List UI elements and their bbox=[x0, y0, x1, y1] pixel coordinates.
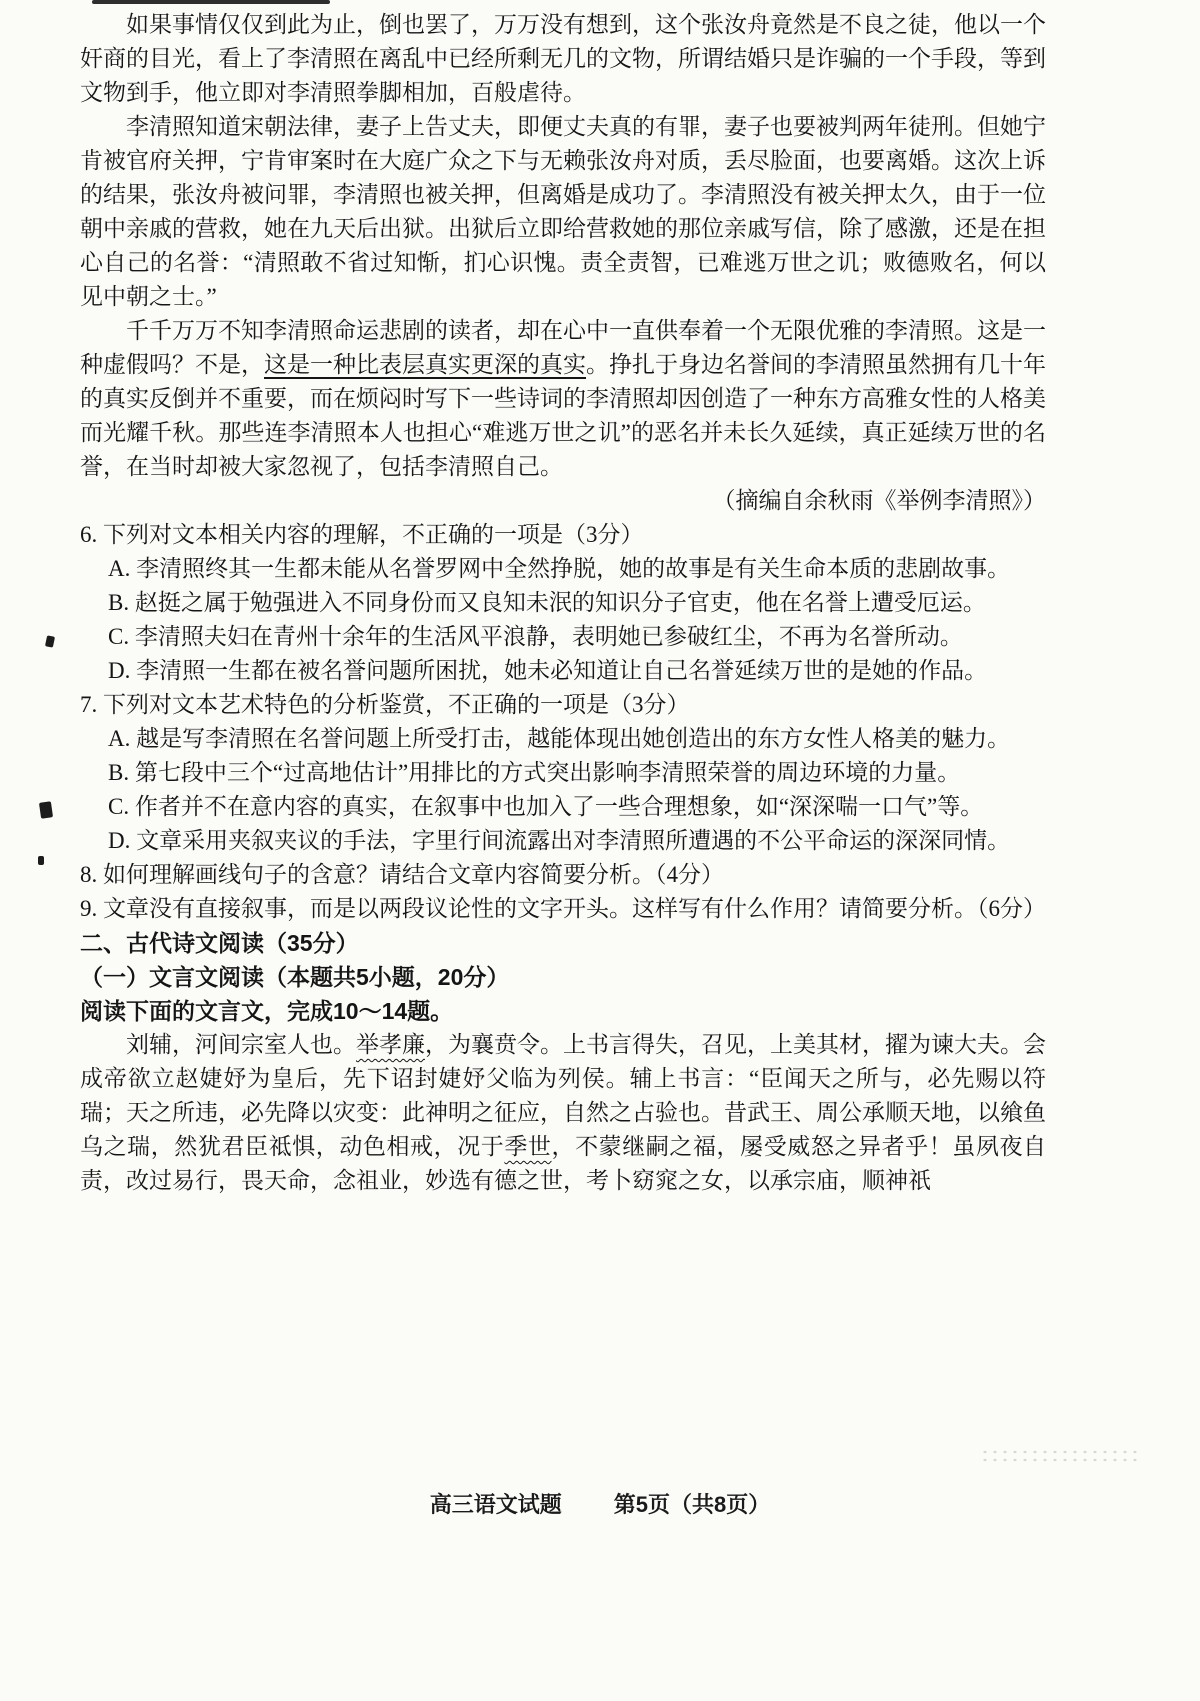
scan-artifact bbox=[39, 801, 53, 819]
question-7-stem: 7. 下列对文本艺术特色的分析鉴赏，不正确的一项是（3分） bbox=[80, 692, 690, 717]
text-segment: ，为襄贲令。上书言得失，召见，上美其材，擢为谏大夫。会成帝欲立赵婕妤为皇后，先下诏封婕妤父临为列侯。辅上书言：“臣闻天之所与，必先赐以符瑞；天之所违，必先降以灾变：此神明之征应，自然之占验也。昔武王、周公承顺天地，以飨鱼乌之瑞，然犹君臣祗惧，动色相戒，况于 bbox=[80, 1032, 1046, 1159]
underlined-text: 这是一种比表层真实更深的真实 bbox=[264, 352, 586, 377]
text-segment: 千千万万不知李清照命运悲剧的读者，却在心中一直供奉着一个无限优雅的李清照。这是一种虚假吗？不是， bbox=[80, 318, 1046, 377]
wavy-underlined-text: 举孝廉 bbox=[356, 1032, 425, 1057]
text-segment: ，不蒙继嗣之福，屡受威怒之异者乎！虽夙夜自责，改过易行，畏天命，念祖业，妙选有德之世，考卜窈窕之女，以承宗庙，顺神祇 bbox=[80, 1134, 1047, 1193]
wavy-underlined-text: 季世 bbox=[504, 1134, 552, 1159]
question-6-option-a: A. 李清照终其一生都未能从名誉罗网中全然挣脱，她的故事是有关生命本质的悲剧故事。 bbox=[108, 556, 1011, 581]
question-8: 8. 如何理解画线句子的含意？请结合文章内容简要分析。（4分） bbox=[80, 862, 724, 887]
question-9: 9. 文章没有直接叙事，而是以两段议论性的文字开头。这样写有什么作用？请简要分析。（6分） bbox=[80, 896, 1046, 921]
passage-paragraph-2: 李清照知道宋朝法律，妻子上告丈夫，即便丈夫真的有罪，妻子也要被判两年徒刑。但她宁肯被官府关押，宁肯审案时在大庭广众之下与无赖张汝舟对质，丢尽脸面，也要离婚。这次上诉的结果，张汝舟被问罪，李清照也被关押，但离婚是成功了。李清照没有被关押太久，由于一位朝中亲戚的营救，她在九天后出狱。出狱后立即给营救她的那位亲戚写信，除了感激，还是在担心自己的名誉：“清照敢不省过知惭，扪心识愧。责全责智，已难逃万世之讥；败德败名，何以见中朝之士。” bbox=[80, 114, 1046, 309]
question-7-option-c: C. 作者并不在意内容的真实，在叙事中也加入了一些合理想象，如“深深喘一口气”等。 bbox=[108, 794, 984, 819]
question-6-option-d: D. 李清照一生都在被名誉问题所困扰，她未必知道让自己名誉延续万世的是她的作品。 bbox=[108, 658, 988, 683]
text-segment: 。挣扎于身边名誉间的李清照虽然拥有几十年的真实反倒并不重要，而在烦闷时写下一些诗词的李清照却因创造了一种东方高雅女性的人格美而光耀千秋。那些连李清照本人也担心“难逃万世之讥”的恶名并未长久延续，真正延续万世的名誉，在当时却被大家忽视了，包括李清照自己。 bbox=[80, 352, 1046, 479]
passage-paragraph-3 bbox=[80, 314, 1046, 484]
text-segment: 刘辅，河间宗室人也。 bbox=[126, 1032, 356, 1057]
question-6-option-b: B. 赵挺之属于勉强进入不同身份而又良知未泯的知识分子官吏，他在名誉上遭受厄运。 bbox=[108, 590, 986, 615]
passage-paragraph-1: 如果事情仅仅到此为止，倒也罢了，万万没有想到，这个张汝舟竟然是不良之徒，他以一个奸商的目光，看上了李清照在离乱中已经所剩无几的文物，所谓结婚只是诈骗的一个手段，等到文物到手，他立即对李清照拳脚相加，百般虐待。 bbox=[80, 12, 1046, 105]
passage-attribution: （摘编自余秋雨《举例李清照》） bbox=[712, 488, 1046, 513]
page-footer bbox=[0, 1488, 1200, 1519]
section-2-subheader: （一）文言文阅读（本题共5小题，20分） bbox=[80, 964, 510, 990]
question-6-stem: 6. 下列对文本相关内容的理解，不正确的一项是（3分） bbox=[80, 522, 644, 547]
footer-page-number: 第5页（共8页） bbox=[613, 1492, 771, 1517]
question-6-option-c: C. 李清照夫妇在青州十余年的生活风平浪静，表明她已参破红尘，不再为名誉所动。 bbox=[108, 624, 963, 649]
section-2-instruction: 阅读下面的文言文，完成10～14题。 bbox=[80, 998, 454, 1024]
question-7-option-b: B. 第七段中三个“过高地估计”用排比的方式突出影响李清照荣誉的周边环境的力量。 bbox=[108, 760, 961, 785]
classical-passage bbox=[80, 1028, 1046, 1198]
footer-doc-title: 高三语文试题 bbox=[429, 1492, 562, 1517]
faint-watermark bbox=[980, 1448, 1138, 1464]
scan-artifact bbox=[38, 856, 44, 865]
question-7-option-a: A. 越是写李清照在名誉问题上所受打击，越能体现出她创造出的东方女性人格美的魅力。 bbox=[108, 726, 1011, 751]
scan-artifact bbox=[92, 0, 330, 4]
question-7-option-d: D. 文章采用夹叙夹议的手法，字里行间流露出对李清照所遭遇的不公平命运的深深同情。 bbox=[108, 828, 1011, 853]
page-content bbox=[80, 8, 1046, 1198]
scan-artifact bbox=[45, 635, 55, 647]
section-2-header: 二、古代诗文阅读（35分） bbox=[80, 930, 359, 956]
